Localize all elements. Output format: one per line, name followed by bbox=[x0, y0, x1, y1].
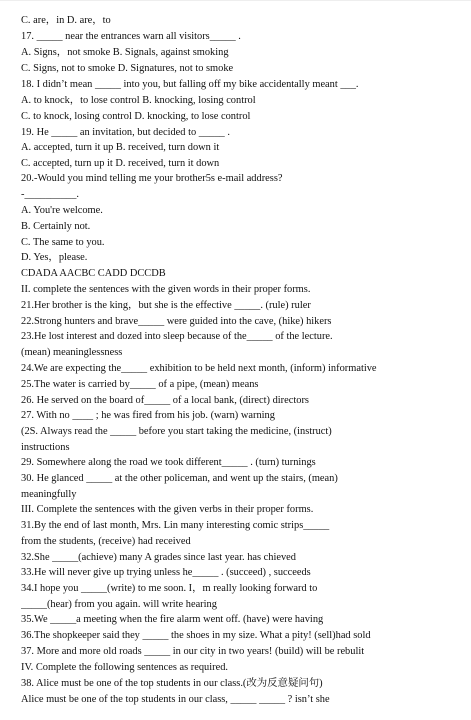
text-line: C. to knock, losing control D. knocking, to lose control bbox=[21, 111, 251, 122]
text-line: 36.The shopkeeper said they _____ the shoes in my size. What a pity! (sell)had sold bbox=[21, 630, 371, 641]
text-line: 31.By the end of last month, Mrs. Lin many interesting comic strips_____ bbox=[21, 520, 330, 531]
page-top-rule bbox=[0, 0, 471, 1]
text-line: A. accepted, turn it up B. received, turn down it bbox=[21, 142, 220, 153]
text-line: A. Signs，not smoke B. Signals, against smoking bbox=[21, 47, 229, 58]
text-line: 29. Somewhere along the road we took different_____ . (turn) turnings bbox=[21, 457, 316, 468]
text-line: C. The same to you. bbox=[21, 237, 105, 248]
text-line: C. accepted, turn up it D. received, turn it down bbox=[21, 158, 220, 169]
text-line: Alice must be one of the top students in our class, _____ _____ ? isn’t she bbox=[21, 694, 330, 705]
text-line: 35.We _____a meeting when the fire alarm went off. (have) were having bbox=[21, 614, 324, 625]
text-line: 21.Her brother is the king，but she is the effective _____. (rule) ruler bbox=[21, 300, 311, 311]
text-line: A. to knock，to lose control B. knocking, losing control bbox=[21, 95, 256, 106]
text-line: III. Complete the sentences with the given verbs in their proper forms. bbox=[21, 504, 314, 515]
text-line: II. complete the sentences with the given words in their proper forms. bbox=[21, 284, 311, 295]
text-line: B. Certainly not. bbox=[21, 221, 91, 232]
text-line: 34.I hope you _____(write) to me soon. I，m really looking forward to bbox=[21, 583, 318, 594]
text-line: 25.The water is carried by_____ of a pipe, (mean) means bbox=[21, 379, 259, 390]
text-line: 38. Alice must be one of the top students in our class.(改为反意疑问句) bbox=[21, 678, 323, 689]
text-line: C. are，in D. are，to bbox=[21, 15, 111, 26]
text-line: 18. I didn’t mean _____ into you, but falling off my bike accidentally meant ___. bbox=[21, 79, 359, 90]
text-line: meaningfully bbox=[21, 489, 77, 500]
text-line: 22.Strong hunters and brave_____ were guided into the cave, (hike) hikers bbox=[21, 316, 332, 327]
text-line: 26. He served on the board of_____ of a local bank, (direct) directors bbox=[21, 395, 309, 406]
text-line: 20.-Would you mind telling me your brother5s e-mail address? bbox=[21, 173, 283, 184]
text-line: 23.He lost interest and dozed into sleep because of the_____ of the lecture. bbox=[21, 331, 333, 342]
text-line: instructions bbox=[21, 442, 70, 453]
text-line: 32.She _____(achieve) many A grades since last year. has chieved bbox=[21, 552, 296, 563]
text-line: _____(hear) from you again. will write hearing bbox=[21, 599, 217, 610]
text-line: 30. He glanced _____ at the other policeman, and went up the stairs, (mean) bbox=[21, 473, 338, 484]
text-line: 17. _____ near the entrances warn all visitors_____ . bbox=[21, 31, 241, 42]
text-line: 24.We are expecting the_____ exhibition to be held next month, (inform) informative bbox=[21, 363, 377, 374]
text-line: (2S. Always read the _____ before you start taking the medicine, (instruct) bbox=[21, 426, 332, 437]
text-line: 19. He _____ an invitation, but decided to _____ . bbox=[21, 127, 230, 138]
text-line: from the students, (receive) had received bbox=[21, 536, 191, 547]
text-line: CDADA AACBC CADD DCCDB bbox=[21, 268, 166, 279]
text-line: A. You're welcome. bbox=[21, 205, 103, 216]
text-line: 37. More and more old roads _____ in our city in two years! (build) will be rebulit bbox=[21, 646, 365, 657]
text-line: IV. Complete the following sentences as required. bbox=[21, 662, 228, 673]
text-line: 33.He will never give up trying unless he_____ . (succeed) , succeeds bbox=[21, 567, 311, 578]
text-line: D. Yes，please. bbox=[21, 252, 88, 263]
text-line: -__________. bbox=[21, 189, 80, 200]
text-line: (mean) meaninglessness bbox=[21, 347, 123, 358]
text-line: C. Signs, not to smoke D. Signatures, not to smoke bbox=[21, 63, 234, 74]
text-line: 27. With no ____ ; he was fired from his job. (warn) warning bbox=[21, 410, 275, 421]
